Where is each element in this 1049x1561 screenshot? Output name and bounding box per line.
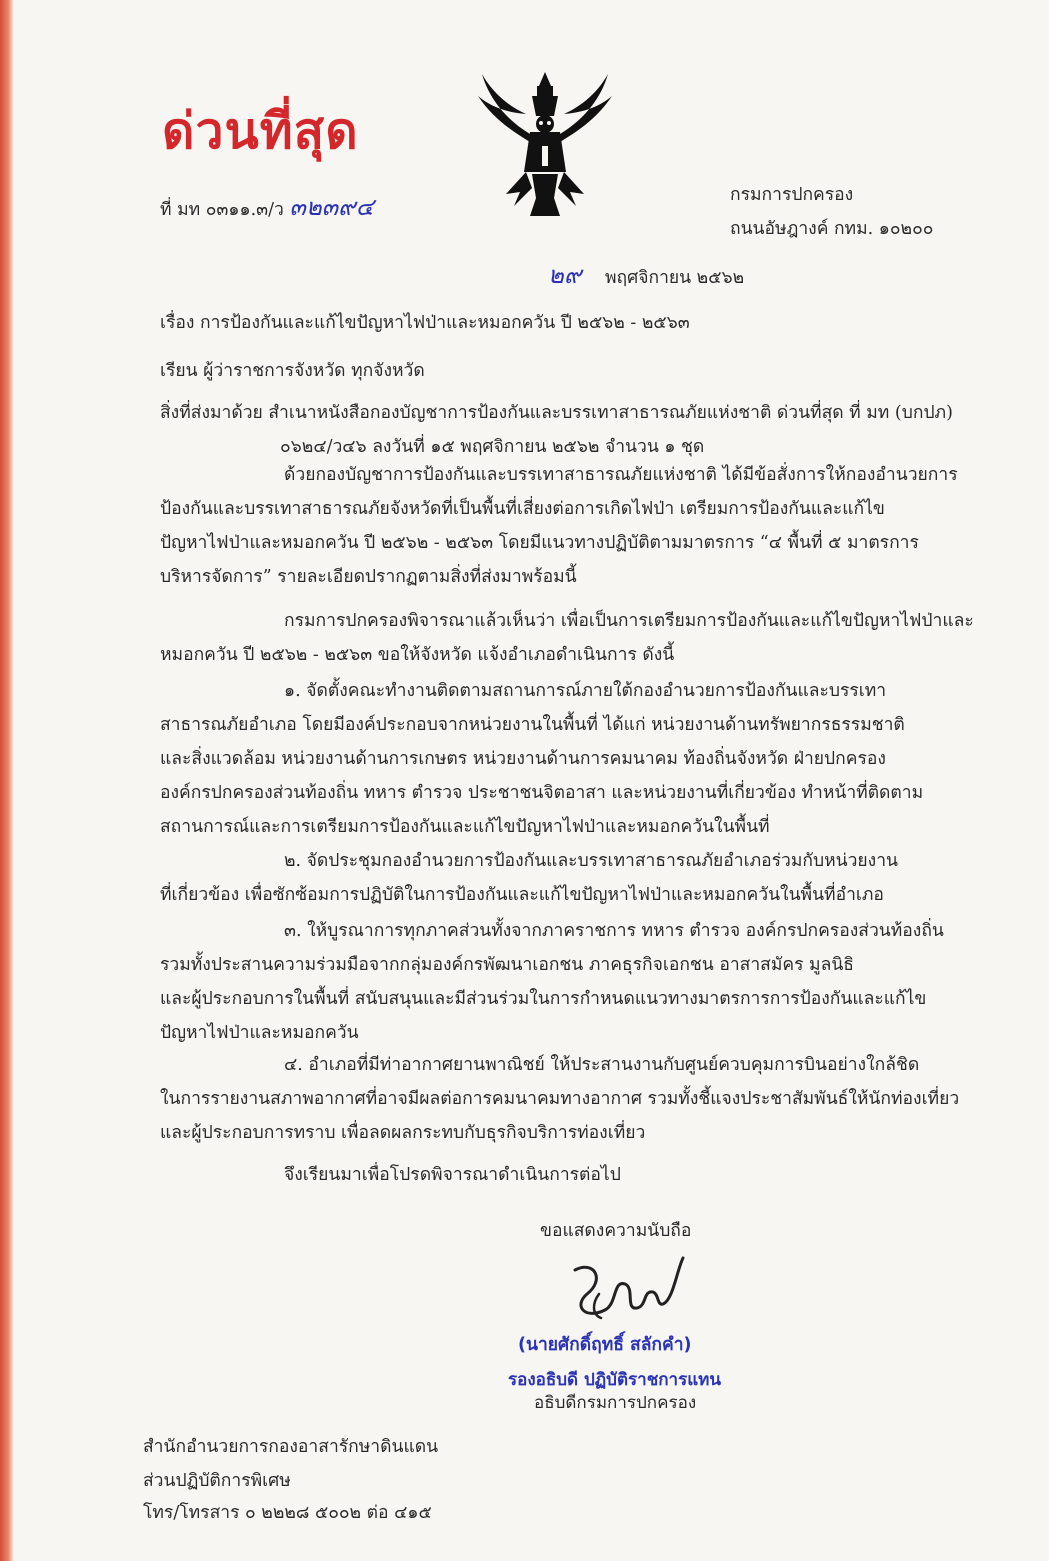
- urgency-stamp: ด่วนที่สุด: [162, 102, 359, 160]
- text-line: ๔. อำเภอที่มีท่าอากาศยานพาณิชย์ ให้ประสานงานกับศูนย์ควบคุมการบินอย่างใกล้ชิด: [284, 1055, 920, 1075]
- paragraph-1: [160, 458, 960, 594]
- text-line: ปัญหาไฟป่าและหมอกควัน ปี ๒๕๖๒ - ๒๕๖๓ โดยมีแนวทางปฏิบัติตามมาตรการ “๔ พื้นที่ ๕ มาตรการ: [160, 533, 919, 553]
- reference-number: [160, 194, 374, 223]
- item-4: [160, 1048, 960, 1150]
- signature: [565, 1250, 685, 1330]
- text-line: สถานการณ์และการเตรียมการป้องกันและแก้ไขปัญหาไฟป่าและหมอกควันในพื้นที่: [160, 817, 770, 837]
- enclosure-line: สิ่งที่ส่งมาด้วย สำเนาหนังสือกองบัญชาการป้องกันและบรรเทาสาธารณภัยแห่งชาติ ด่วนที่สุด ที่ มท (บกปภ): [160, 403, 953, 423]
- page-edge: [0, 0, 14, 1561]
- enclosure-block: [160, 396, 960, 464]
- footer-phone: โทร/โทรสาร ๐ ๒๒๒๘ ๕๐๐๒ ต่อ ๔๑๕: [143, 1503, 432, 1523]
- text-line: และผู้ประกอบการทราบ เพื่อลดผลกระทบกับธุรกิจบริการท่องเที่ยว: [160, 1123, 646, 1143]
- item-2: [160, 844, 960, 912]
- text-line: ในการรายงานสภาพอากาศที่อาจมีผลต่อการคมนาคมทางอากาศ รวมทั้งชี้แจงประชาสัมพันธ์ให้นักท่องเที่ยว: [160, 1089, 960, 1109]
- text-line: ๒. จัดประชุมกองอำนวยการป้องกันและบรรเทาสาธารณภัยอำเภอร่วมกับหน่วยงาน: [284, 851, 899, 871]
- text-line: องค์กรปกครองส่วนท้องถิ่น ทหาร ตำรวจ ประชาชนจิตอาสา และหน่วยงานที่เกี่ยวข้อง ทำหน้าที่ติดตาม: [160, 783, 924, 803]
- text-line: กรมการปกครองพิจารณาแล้วเห็นว่า เพื่อเป็นการเตรียมการป้องกันและแก้ไขปัญหาไฟป่าและ: [284, 611, 974, 631]
- item-1: [160, 674, 960, 844]
- closing-line: [160, 1158, 960, 1192]
- agency-name: กรมการปกครอง: [730, 185, 854, 205]
- text-line: ปัญหาไฟป่าและหมอกควัน: [160, 1023, 359, 1043]
- reference-number-handwritten: ๓๒๓๙๔: [289, 193, 374, 221]
- salutation-line: เรียน ผู้ว่าราชการจังหวัด ทุกจังหวัด: [160, 361, 425, 381]
- date-month-year: พฤศจิกายน ๒๕๖๒: [604, 268, 745, 288]
- subject-line: เรื่อง การป้องกันและแก้ไขปัญหาไฟป่าและหมอกควัน ปี ๒๕๖๒ - ๒๕๖๓: [160, 313, 690, 333]
- letter-date: [548, 262, 744, 291]
- text-line: บริหารจัดการ” รายละเอียดปรากฏตามสิ่งที่ส่งมาพร้อมนี้: [160, 567, 577, 587]
- text-line: และสิ่งแวดล้อม หน่วยงานด้านการเกษตร หน่วยงานด้านการคมนาคม ท้องถิ่นจังหวัด ฝ่ายปกครอง: [160, 749, 886, 769]
- item-3: [160, 914, 960, 1050]
- signatory-name: (นายศักดิ์ฤทธิ์ สลักคำ): [518, 1335, 692, 1355]
- text-line: ที่เกี่ยวข้อง เพื่อซักซ้อมการปฏิบัติในการป้องกันและแก้ไขปัญหาไฟป่าและหมอกควันในพื้นที่อำเภอ: [160, 885, 884, 905]
- garuda-emblem-icon: [470, 62, 620, 222]
- text-line: สาธารณภัยอำเภอ โดยมีองค์ประกอบจากหน่วยงานในพื้นที่ ได้แก่ หน่วยงานด้านทรัพยากรธรรมชาติ: [160, 715, 905, 735]
- signatory-position: รองอธิบดี ปฏิบัติราชการแทน: [508, 1370, 721, 1390]
- text-line: และผู้ประกอบการในพื้นที่ สนับสนุนและมีส่วนร่วมในการกำหนดแนวทางมาตรการการป้องกันและแก้ไข: [160, 989, 927, 1009]
- text-line: ด้วยกองบัญชาการป้องกันและบรรเทาสาธารณภัยแห่งชาติ ได้มีข้อสั่งการให้กองอำนวยการ: [284, 465, 958, 485]
- text-line: รวมทั้งประสานความร่วมมือจากกลุ่มองค์กรพัฒนาเอกชน ภาคธุรกิจเอกชน อาสาสมัคร มูลนิธิ: [160, 955, 854, 975]
- text-line: ๓. ให้บูรณาการทุกภาคส่วนทั้งจากภาคราชการ ทหาร ตำรวจ องค์กรปกครองส่วนท้องถิ่น: [284, 921, 944, 941]
- paragraph-2: [160, 604, 974, 672]
- footer-office: สำนักอำนวยการกองอาสารักษาดินแดน: [143, 1437, 439, 1457]
- text-line: หมอกควัน ปี ๒๕๖๒ - ๒๕๖๓ ขอให้จังหวัด แจ้งอำเภอดำเนินการ ดังนี้: [160, 645, 675, 665]
- enclosure-line: ๐๖๒๔/ว๔๖ ลงวันที่ ๑๕ พฤศจิกายน ๒๕๖๒ จำนวน ๑ ชุด: [280, 437, 705, 457]
- date-day-handwritten: ๒๙: [548, 261, 582, 289]
- reference-label: ที่ มท ๐๓๑๑.๓/ว: [160, 200, 284, 220]
- text-line: ป้องกันและบรรเทาสาธารณภัยจังหวัดที่เป็นพื้นที่เสี่ยงต่อการเกิดไฟป่า เตรียมการป้องกันและแก้ไข: [160, 499, 885, 519]
- text-line: จึงเรียนมาเพื่อโปรดพิจารณาดำเนินการต่อไป: [284, 1165, 621, 1185]
- signatory-position-2: อธิบดีกรมการปกครอง: [534, 1393, 697, 1413]
- text-line: ๑. จัดตั้งคณะทำงานติดตามสถานการณ์ภายใต้กองอำนวยการป้องกันและบรรเทา: [284, 681, 887, 701]
- footer-division: ส่วนปฏิบัติการพิเศษ: [143, 1471, 291, 1491]
- signoff: ขอแสดงความนับถือ: [540, 1221, 692, 1241]
- agency-address: ถนนอัษฎางค์ กทม. ๑๐๒๐๐: [730, 219, 934, 239]
